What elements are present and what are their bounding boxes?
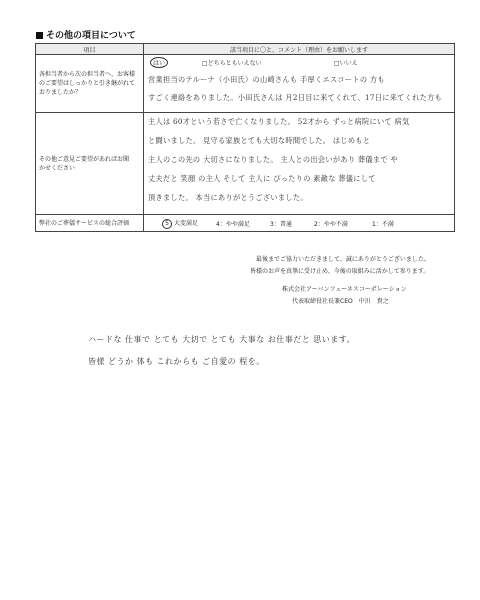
question-opinions: [36, 113, 144, 215]
rating-2[interactable]: 2：やや不満: [314, 221, 348, 228]
question-overall-rating: 弊社のご葬儀サービスの総合評価: [36, 215, 144, 232]
company-name: 株式会社アーバンフューネスコーポレーション: [282, 286, 407, 293]
option-yes-checked[interactable]: はい: [150, 57, 168, 68]
option-no[interactable]: □いいえ: [334, 60, 358, 67]
answer-overall-rating: [144, 215, 455, 232]
signer-name: 代表取締役社長兼CEO 中川 貴之: [292, 298, 389, 305]
handwritten-comment-line: 営業担当のテルーナ（小田氏）の山崎さんも 手厚くエスコートの 方も: [148, 75, 385, 84]
rating-4[interactable]: 4：やや満足: [216, 221, 250, 228]
section-heading: [36, 28, 136, 41]
handwritten-comment-line: と闘いました。 見守る家族とても大切な時間でした。 はじめもと: [148, 136, 371, 145]
handwritten-comment-line: 主人は 60才という若さで亡くなりました。 52才から ずっと病院にいて 病気: [148, 117, 410, 126]
option-neither[interactable]: □どちらともいえない: [202, 60, 262, 67]
handwritten-message-line: ハードな 仕事で とても 大切で とても 大事な お仕事だと 思います。: [88, 335, 356, 344]
answer-opinions: [144, 113, 455, 215]
handwritten-comment-line: 主人のこの先の 大切さになりました。 主人との出会いがあり 葬儀まで や: [148, 155, 398, 164]
question-line: その他ご意見ご要望があればお聞: [39, 155, 130, 163]
square-bullet-icon: [36, 32, 43, 39]
question-line: 各担当者から次の担当者へ、お客様: [39, 71, 136, 78]
question-handover: [36, 55, 144, 113]
handwritten-message-line: 皆様 どうか 体も これからも ご自愛の 程を。: [88, 357, 265, 366]
handwritten-comment-line: 頂きました。 本当にありがとうございました。: [148, 193, 308, 202]
survey-table: [35, 43, 455, 232]
question-line: のご要望はしっかりと引き継がれて: [39, 80, 136, 87]
header-item: 項目: [36, 44, 144, 55]
question-line: かせください: [39, 164, 76, 172]
section-title: その他の項目について: [46, 31, 136, 41]
rating-3[interactable]: 3：普通: [270, 221, 292, 228]
closing-line: 最後までご協力いただきまして、誠にありがとうございました。: [256, 256, 430, 263]
rating-1[interactable]: 1：不満: [372, 221, 394, 228]
closing-line: 皆様のお声を真摯に受け止め、今後の取組みに活かして参ります。: [250, 268, 430, 275]
answer-handover: [144, 55, 455, 113]
header-answer: 該当項目に〇と、コメント（理由）をお願いします: [144, 44, 455, 55]
handwritten-comment-line: すごく連絡をありました。小田氏さんは 月2日目に来てくれて、17日に来てくれた方も: [148, 93, 443, 102]
question-line: おりましたか？: [39, 89, 82, 96]
rating-5-selected[interactable]: 5 大変満足: [162, 218, 198, 229]
handwritten-comment-line: 丈夫だと 笑顔 の主人 そして 主人に ぴったりの 素敵な 葬儀にして: [148, 174, 376, 183]
